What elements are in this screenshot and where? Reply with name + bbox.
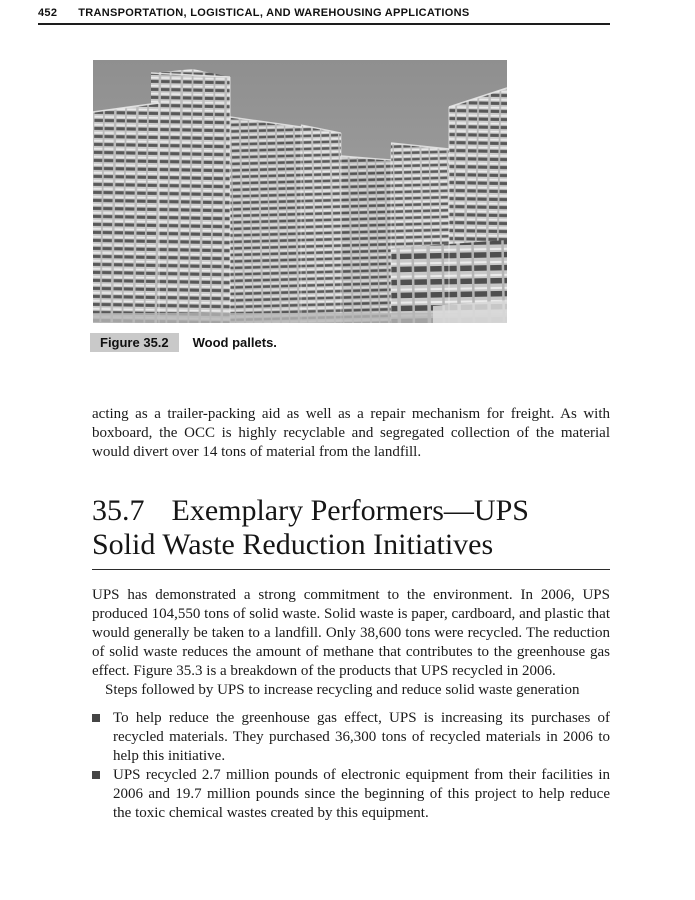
wood-pallets-photo <box>93 60 507 323</box>
page-number: 452 <box>38 7 58 19</box>
section-title-line1: Exemplary Performers—UPS <box>171 494 529 527</box>
figure-caption-text: Wood pallets. <box>192 335 277 350</box>
bullet-text: UPS recycled 2.7 million pounds of electronic equipment from their facilities in 2006 and 19.7 million pounds since the beginning of this project to help reduce the toxic chemical wastes created by this equipment. <box>113 767 610 821</box>
list-item <box>92 766 610 823</box>
section-heading-line1 <box>92 494 610 528</box>
list-item <box>92 709 610 766</box>
figure-label-badge: Figure 35.2 <box>90 333 179 352</box>
figure-caption <box>90 333 277 352</box>
square-bullet-icon <box>92 771 100 779</box>
running-head <box>38 7 610 25</box>
steps-bullet-list <box>92 709 610 823</box>
section-heading <box>92 494 610 570</box>
wood-pallets-illustration <box>93 60 507 323</box>
bullet-text: To help reduce the greenhouse gas effect, UPS is increasing its purchases of recycled materials. They purchased 36,300 tons of recycled materials in 2006 to help this initiative. <box>113 710 610 764</box>
intro-paragraph: acting as a trailer-packing aid as well as a repair mechanism for freight. As with boxboard, the OCC is highly recyclable and segregated collection of the material would divert over 14 tons of material from the landfill. <box>92 406 610 460</box>
section-title-line2: Solid Waste Reduction Initiatives <box>92 528 494 561</box>
section-number: 35.7 <box>92 494 145 527</box>
running-head-title: TRANSPORTATION, LOGISTICAL, AND WAREHOUSING APPLICATIONS <box>78 7 470 19</box>
ups-paragraph: UPS has demonstrated a strong commitment to the environment. In 2006, UPS produced 104,550 tons of solid waste. Solid waste is paper, cardboard, and plastic that would generally be taken to a landfill. Only 38,600 tons were recycled. The reduction of solid waste reduces the amount of methane that contributes to the greenhouse gas effect. Figure 35.3 is a breakdown of the products that UPS recycled in 2006. <box>92 587 610 679</box>
text-column <box>92 405 610 823</box>
square-bullet-icon <box>92 714 100 722</box>
steps-intro-paragraph: Steps followed by UPS to increase recycling and reduce solid waste generation <box>105 682 580 698</box>
